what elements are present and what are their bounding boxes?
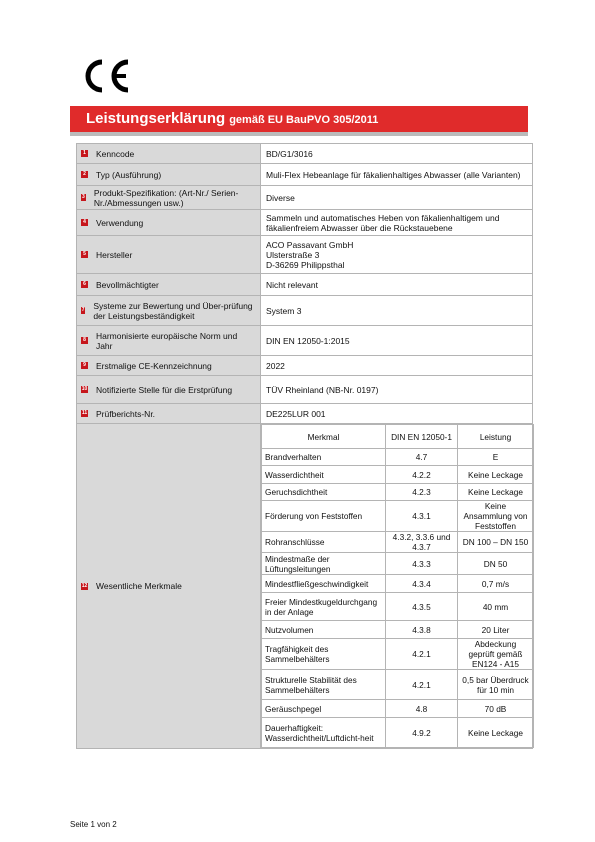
row-label-cell [77, 356, 261, 376]
declaration-row [77, 210, 533, 236]
row-number-badge: 12 [81, 582, 88, 589]
characteristic-merkmal: Nutzvolumen [262, 621, 386, 639]
characteristic-row [262, 718, 534, 748]
document-subtitle: gemäß EU BauPVO 305/2011 [229, 114, 379, 126]
declaration-row [77, 356, 533, 376]
characteristic-merkmal: Geruchsdichtheit [262, 484, 386, 501]
characteristics-row [77, 424, 533, 749]
row-label-cell [77, 210, 261, 236]
row-value: ACO Passavant GmbH Ulsterstraße 3 D-36269 Philippsthal [261, 236, 533, 274]
characteristic-leistung: DN 50 [458, 553, 534, 575]
characteristic-merkmal: Brandverhalten [262, 449, 386, 466]
characteristic-merkmal: Freier Mindestkugeldurchgang in der Anlage [262, 593, 386, 621]
characteristic-leistung: Keine Leckage [458, 466, 534, 484]
row-value: TÜV Rheinland (NB-Nr. 0197) [261, 376, 533, 404]
characteristic-leistung: 40 mm [458, 593, 534, 621]
characteristic-merkmal: Wasserdichtheit [262, 466, 386, 484]
characteristic-row [262, 553, 534, 575]
row-label: Systeme zur Bewertung und Über-prüfung der Leistungsbeständigkeit [93, 300, 253, 321]
row-label-cell [77, 186, 261, 210]
declaration-table [76, 143, 533, 749]
row-number-badge: 1 [81, 150, 88, 157]
characteristic-row [262, 621, 534, 639]
row-label: Hersteller [96, 249, 133, 260]
row-label: Harmonisierte europäische Norm und Jahr [95, 330, 238, 351]
row-label: Erstmalige CE-Kennzeichnung [96, 360, 212, 371]
row-number-badge: 4 [81, 219, 88, 226]
banner-shadow [70, 132, 528, 136]
row-label-cell [77, 236, 261, 274]
characteristic-din: 4.8 [386, 700, 458, 718]
characteristic-merkmal: Dauerhaftigkeit: Wasserdichtheit/Luftdicht-heit [262, 718, 386, 748]
characteristic-row [262, 700, 534, 718]
ce-mark-logo [80, 56, 136, 96]
characteristic-din: 4.2.1 [386, 670, 458, 700]
characteristic-merkmal: Förderung von Feststoffen [262, 501, 386, 532]
characteristic-din: 4.3.1 [386, 501, 458, 532]
row-number-badge: 11 [81, 410, 88, 416]
characteristic-merkmal: Strukturelle Stabilität des Sammelbehälters [262, 670, 386, 700]
characteristic-row [262, 466, 534, 484]
characteristic-row [262, 449, 534, 466]
row-label: Typ (Ausführung) [96, 169, 162, 180]
row-value: Muli-Flex Hebeanlage für fäkalienhaltiges Abwasser (alle Varianten) [261, 164, 533, 186]
characteristic-din: 4.3.8 [386, 621, 458, 639]
characteristic-leistung: Abdeckung geprüft gemäß EN124 - A15 [458, 639, 534, 670]
characteristic-leistung: 0,5 bar Überdruck für 10 min [458, 670, 534, 700]
declaration-row [77, 164, 533, 186]
characteristic-din: 4.3.2, 3.3.6 und 4.3.7 [386, 532, 458, 553]
characteristic-merkmal: Mindestfließgeschwindigkeit [262, 575, 386, 593]
characteristic-din: 4.3.5 [386, 593, 458, 621]
row-label-cell [77, 164, 261, 186]
characteristic-row [262, 639, 534, 670]
document-title: Leistungserklärung [86, 110, 226, 127]
row-number-badge: 2 [81, 171, 88, 178]
characteristics-header [262, 425, 534, 449]
declaration-row [77, 274, 533, 296]
row-value: Diverse [261, 186, 533, 210]
characteristic-merkmal: Mindestmaße der Lüftungsleitungen [262, 553, 386, 575]
declaration-row [77, 376, 533, 404]
row-label-cell [77, 274, 261, 296]
row-value: DE225LUR 001 [261, 404, 533, 424]
characteristic-leistung: 20 Liter [458, 621, 534, 639]
row-number-badge: 6 [81, 281, 88, 288]
row-label: Bevollmächtigter [96, 279, 159, 290]
row-label-cell [77, 296, 261, 326]
row-label-cell [77, 424, 261, 749]
characteristic-din: 4.2.1 [386, 639, 458, 670]
characteristic-merkmal: Rohranschlüsse [262, 532, 386, 553]
row-value: DIN EN 12050-1:2015 [261, 326, 533, 356]
row-number-badge: 10 [81, 386, 88, 392]
characteristic-din: 4.3.4 [386, 575, 458, 593]
row-label: Notifizierte Stelle für die Erstprüfung [96, 384, 233, 395]
characteristic-row [262, 575, 534, 593]
characteristic-leistung: 0,7 m/s [458, 575, 534, 593]
characteristic-din: 4.2.3 [386, 484, 458, 501]
row-label: Produkt-Spezifikation: (Art-Nr./ Serien-Nr./Abmessungen usw.) [93, 187, 239, 208]
row-number-badge: 5 [81, 251, 88, 258]
row-label: Kenncode [96, 148, 135, 159]
characteristic-leistung: 70 dB [458, 700, 534, 718]
characteristic-leistung: E [458, 449, 534, 466]
row-label: Wesentliche Merkmale [96, 581, 182, 591]
characteristic-merkmal: Tragfähigkeit des Sammelbehälters [262, 639, 386, 670]
row-label: Verwendung [96, 217, 144, 228]
characteristic-row [262, 484, 534, 501]
characteristic-row [262, 670, 534, 700]
characteristic-leistung: DN 100 – DN 150 [458, 532, 534, 553]
column-header: Leistung [458, 425, 534, 449]
column-header: DIN EN 12050-1 [386, 425, 458, 449]
row-label-cell [77, 376, 261, 404]
row-value: BD/G1/3016 [261, 144, 533, 164]
title-banner [70, 106, 528, 132]
declaration-row [77, 186, 533, 210]
row-value: Sammeln und automatisches Heben von fäkalienhaltigem und fäkalienfreiem Abwasser über die Rückstauebene [261, 210, 533, 236]
row-label-cell [77, 144, 261, 164]
characteristic-merkmal: Geräuschpegel [262, 700, 386, 718]
characteristic-leistung: Keine Leckage [458, 718, 534, 748]
characteristic-leistung: Keine Ansammlung von Feststoffen [458, 501, 534, 532]
characteristic-row [262, 501, 534, 532]
page-footer: Seite 1 von 2 [70, 820, 117, 829]
row-value: 2022 [261, 356, 533, 376]
row-value: Nicht relevant [261, 274, 533, 296]
characteristic-din: 4.9.2 [386, 718, 458, 748]
row-number-badge: 7 [81, 307, 85, 313]
row-value: System 3 [261, 296, 533, 326]
characteristic-row [262, 532, 534, 553]
declaration-row [77, 326, 533, 356]
row-number-badge: 9 [81, 362, 88, 369]
row-label-cell [77, 326, 261, 356]
characteristics-table [261, 424, 534, 748]
characteristic-leistung: Keine Leckage [458, 484, 534, 501]
row-number-badge: 3 [82, 194, 85, 200]
characteristic-din: 4.7 [386, 449, 458, 466]
characteristic-din: 4.3.3 [386, 553, 458, 575]
declaration-row [77, 404, 533, 424]
row-label: Prüfberichts-Nr. [96, 408, 156, 419]
row-label-cell [77, 404, 261, 424]
characteristic-din: 4.2.2 [386, 466, 458, 484]
declaration-row [77, 296, 533, 326]
declaration-row [77, 236, 533, 274]
characteristic-row [262, 593, 534, 621]
row-number-badge: 8 [81, 337, 88, 344]
declaration-row [77, 144, 533, 164]
column-header: Merkmal [262, 425, 386, 449]
